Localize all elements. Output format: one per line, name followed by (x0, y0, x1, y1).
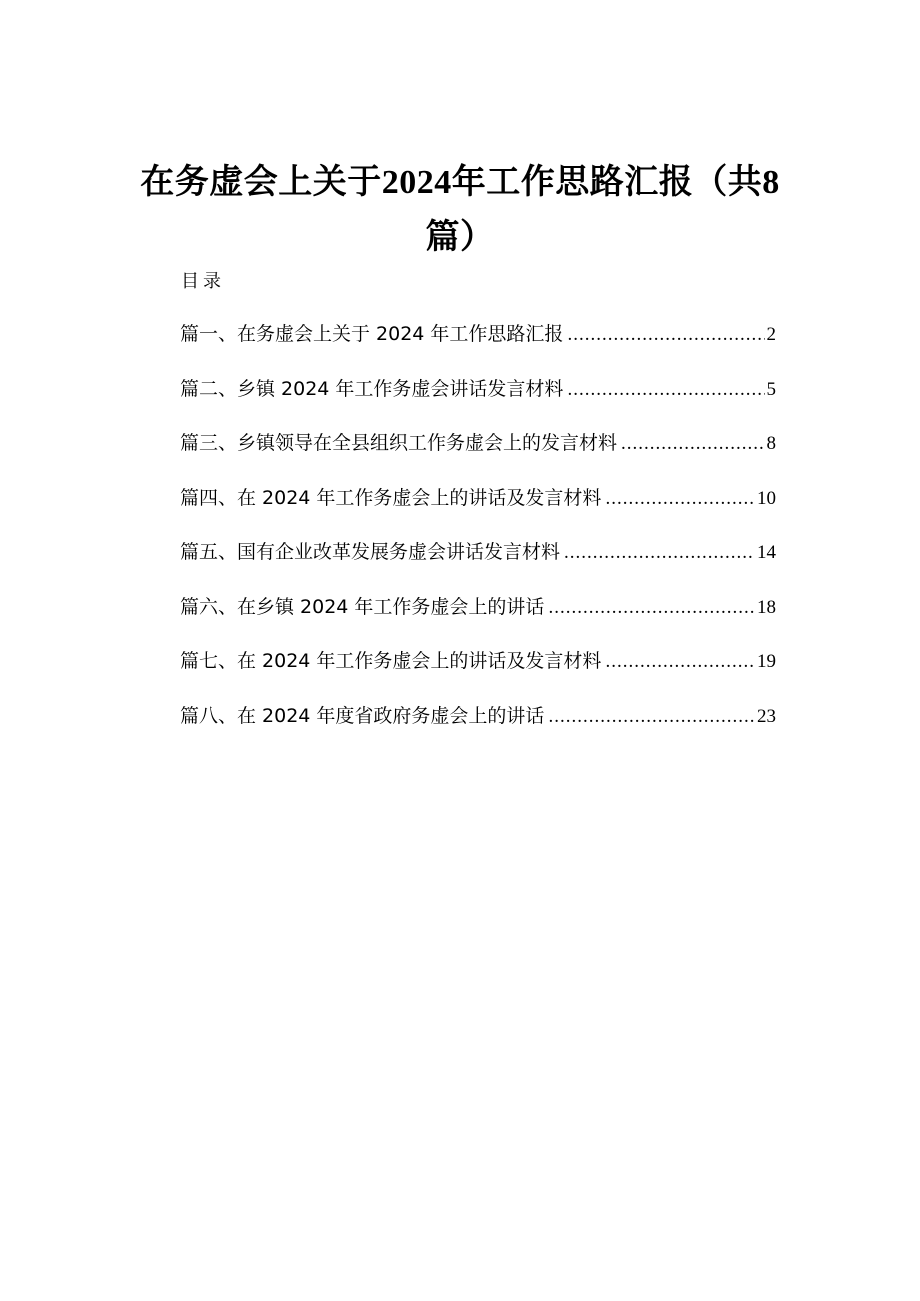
toc-entry-page: 2 (766, 324, 776, 345)
toc-heading: 目录 (181, 271, 225, 292)
toc-dot-leader (567, 319, 764, 351)
toc-dot-leader (548, 592, 755, 624)
toc-dot-leader (567, 374, 764, 406)
toc-entry-4[interactable] (180, 482, 776, 537)
title-text-3: 篇） (425, 216, 495, 257)
toc-entry-3[interactable] (180, 427, 776, 482)
toc-entry-page: 23 (757, 705, 776, 727)
document-title (130, 155, 790, 264)
toc-entry-label: 篇八、在 2024 年度省政府务虚会上的讲话 (180, 704, 545, 727)
toc-entry-page: 10 (757, 487, 776, 509)
toc-entry-label: 篇三、乡镇领导在全县组织工作务虚会上的发言材料 (180, 432, 618, 454)
toc-entry-7[interactable] (180, 645, 776, 700)
toc-dot-leader (564, 537, 755, 569)
toc-dot-leader (621, 428, 764, 460)
toc-entry-page: 5 (766, 378, 776, 400)
toc-entry-8[interactable] (180, 700, 776, 755)
toc-entry-page: 19 (757, 651, 776, 672)
toc-entry-page: 8 (766, 433, 776, 454)
toc-entry-6[interactable] (180, 591, 776, 646)
toc-entry-label: 篇七、在 2024 年工作务虚会上的讲话及发言材料 (180, 650, 602, 672)
toc-entry-label: 篇四、在 2024 年工作务虚会上的讲话及发言材料 (180, 486, 602, 509)
toc-entry-label: 篇一、在务虚会上关于 2024 年工作思路汇报 (180, 323, 564, 345)
title-text-2: 年工作思路汇报（共 (451, 161, 763, 202)
toc-entry-label: 篇五、国有企业改革发展务虚会讲话发言材料 (180, 541, 561, 563)
toc-entry-2[interactable] (180, 373, 776, 428)
table-of-contents (180, 318, 776, 754)
toc-entry-page: 14 (757, 542, 776, 563)
toc-entry-5[interactable] (180, 536, 776, 591)
title-count: 8 (762, 163, 780, 201)
title-year: 2024 (381, 163, 452, 201)
toc-dot-leader (605, 646, 755, 678)
toc-dot-leader (605, 483, 755, 515)
title-text-1: 在务虚会上关于 (140, 161, 382, 202)
toc-entry-1[interactable] (180, 318, 776, 373)
toc-entry-label: 篇六、在乡镇 2024 年工作务虚会上的讲话 (180, 595, 545, 618)
toc-dot-leader (548, 701, 755, 733)
toc-entry-label: 篇二、乡镇 2024 年工作务虚会讲话发言材料 (180, 377, 564, 400)
toc-entry-page: 18 (757, 596, 776, 618)
